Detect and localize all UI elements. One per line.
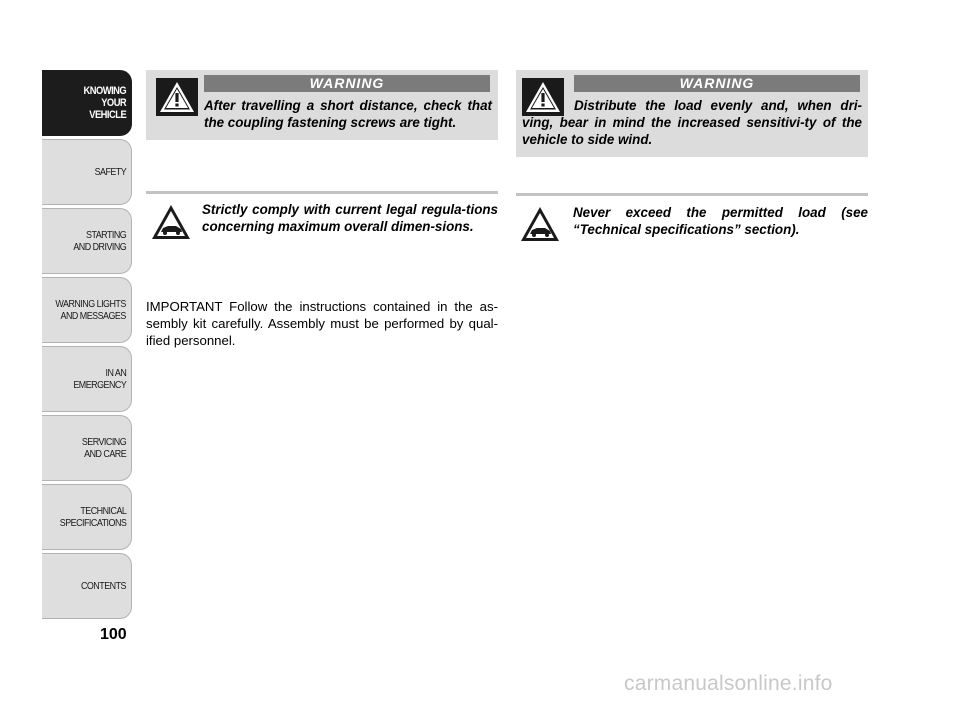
- tab-label: IN AN EMERGENCY: [73, 367, 126, 391]
- warning-triangle-icon: [156, 78, 198, 116]
- warning-text: Distribute the load evenly and, when dri-ving, bear in mind the increased sensitivi-ty of the vehicle to side wind.: [522, 98, 862, 147]
- warning-header: WARNING: [204, 75, 490, 92]
- tab-in-an-emergency[interactable]: [42, 346, 132, 412]
- tab-label: WARNING LIGHTS AND MESSAGES: [55, 298, 126, 322]
- tab-label: KNOWING YOUR VEHICLE: [83, 85, 126, 121]
- tab-warning-lights[interactable]: [42, 277, 132, 343]
- note-text: Strictly comply with current legal regula-tions concerning maximum overall dimen-sions.: [202, 202, 498, 234]
- tab-label: TECHNICAL SPECIFICATIONS: [59, 505, 126, 529]
- tab-safety[interactable]: [42, 139, 132, 205]
- tab-label: SERVICING AND CARE: [81, 436, 126, 460]
- page-number: 100: [100, 626, 127, 643]
- tab-starting-and-driving[interactable]: [42, 208, 132, 274]
- note-divider: [516, 193, 868, 196]
- warning-box-coupling: [146, 70, 498, 140]
- tab-label: CONTENTS: [80, 580, 126, 592]
- tab-knowing-your-vehicle[interactable]: [42, 70, 132, 136]
- tab-label: SAFETY: [94, 166, 126, 178]
- important-paragraph: IMPORTANT Follow the instructions contained in the as-sembly kit carefully. Assembly must be performed by qual-ified personnel.: [146, 299, 498, 348]
- tab-contents[interactable]: [42, 553, 132, 619]
- tab-label: STARTING AND DRIVING: [73, 229, 126, 253]
- tab-servicing-and-care[interactable]: [42, 415, 132, 481]
- car-warning-icon: [519, 205, 561, 243]
- note-text: Never exceed the permitted load (see “Technical specifications” section).: [573, 205, 868, 237]
- watermark: carmanualsonline.info: [624, 672, 833, 695]
- warning-box-load: [516, 70, 868, 157]
- warning-header: WARNING: [574, 75, 860, 92]
- warning-text: After travelling a short distance, check that the coupling fastening screws are tight.: [204, 98, 492, 130]
- note-divider: [146, 191, 498, 194]
- tab-technical-specifications[interactable]: [42, 484, 132, 550]
- car-warning-icon: [150, 203, 192, 241]
